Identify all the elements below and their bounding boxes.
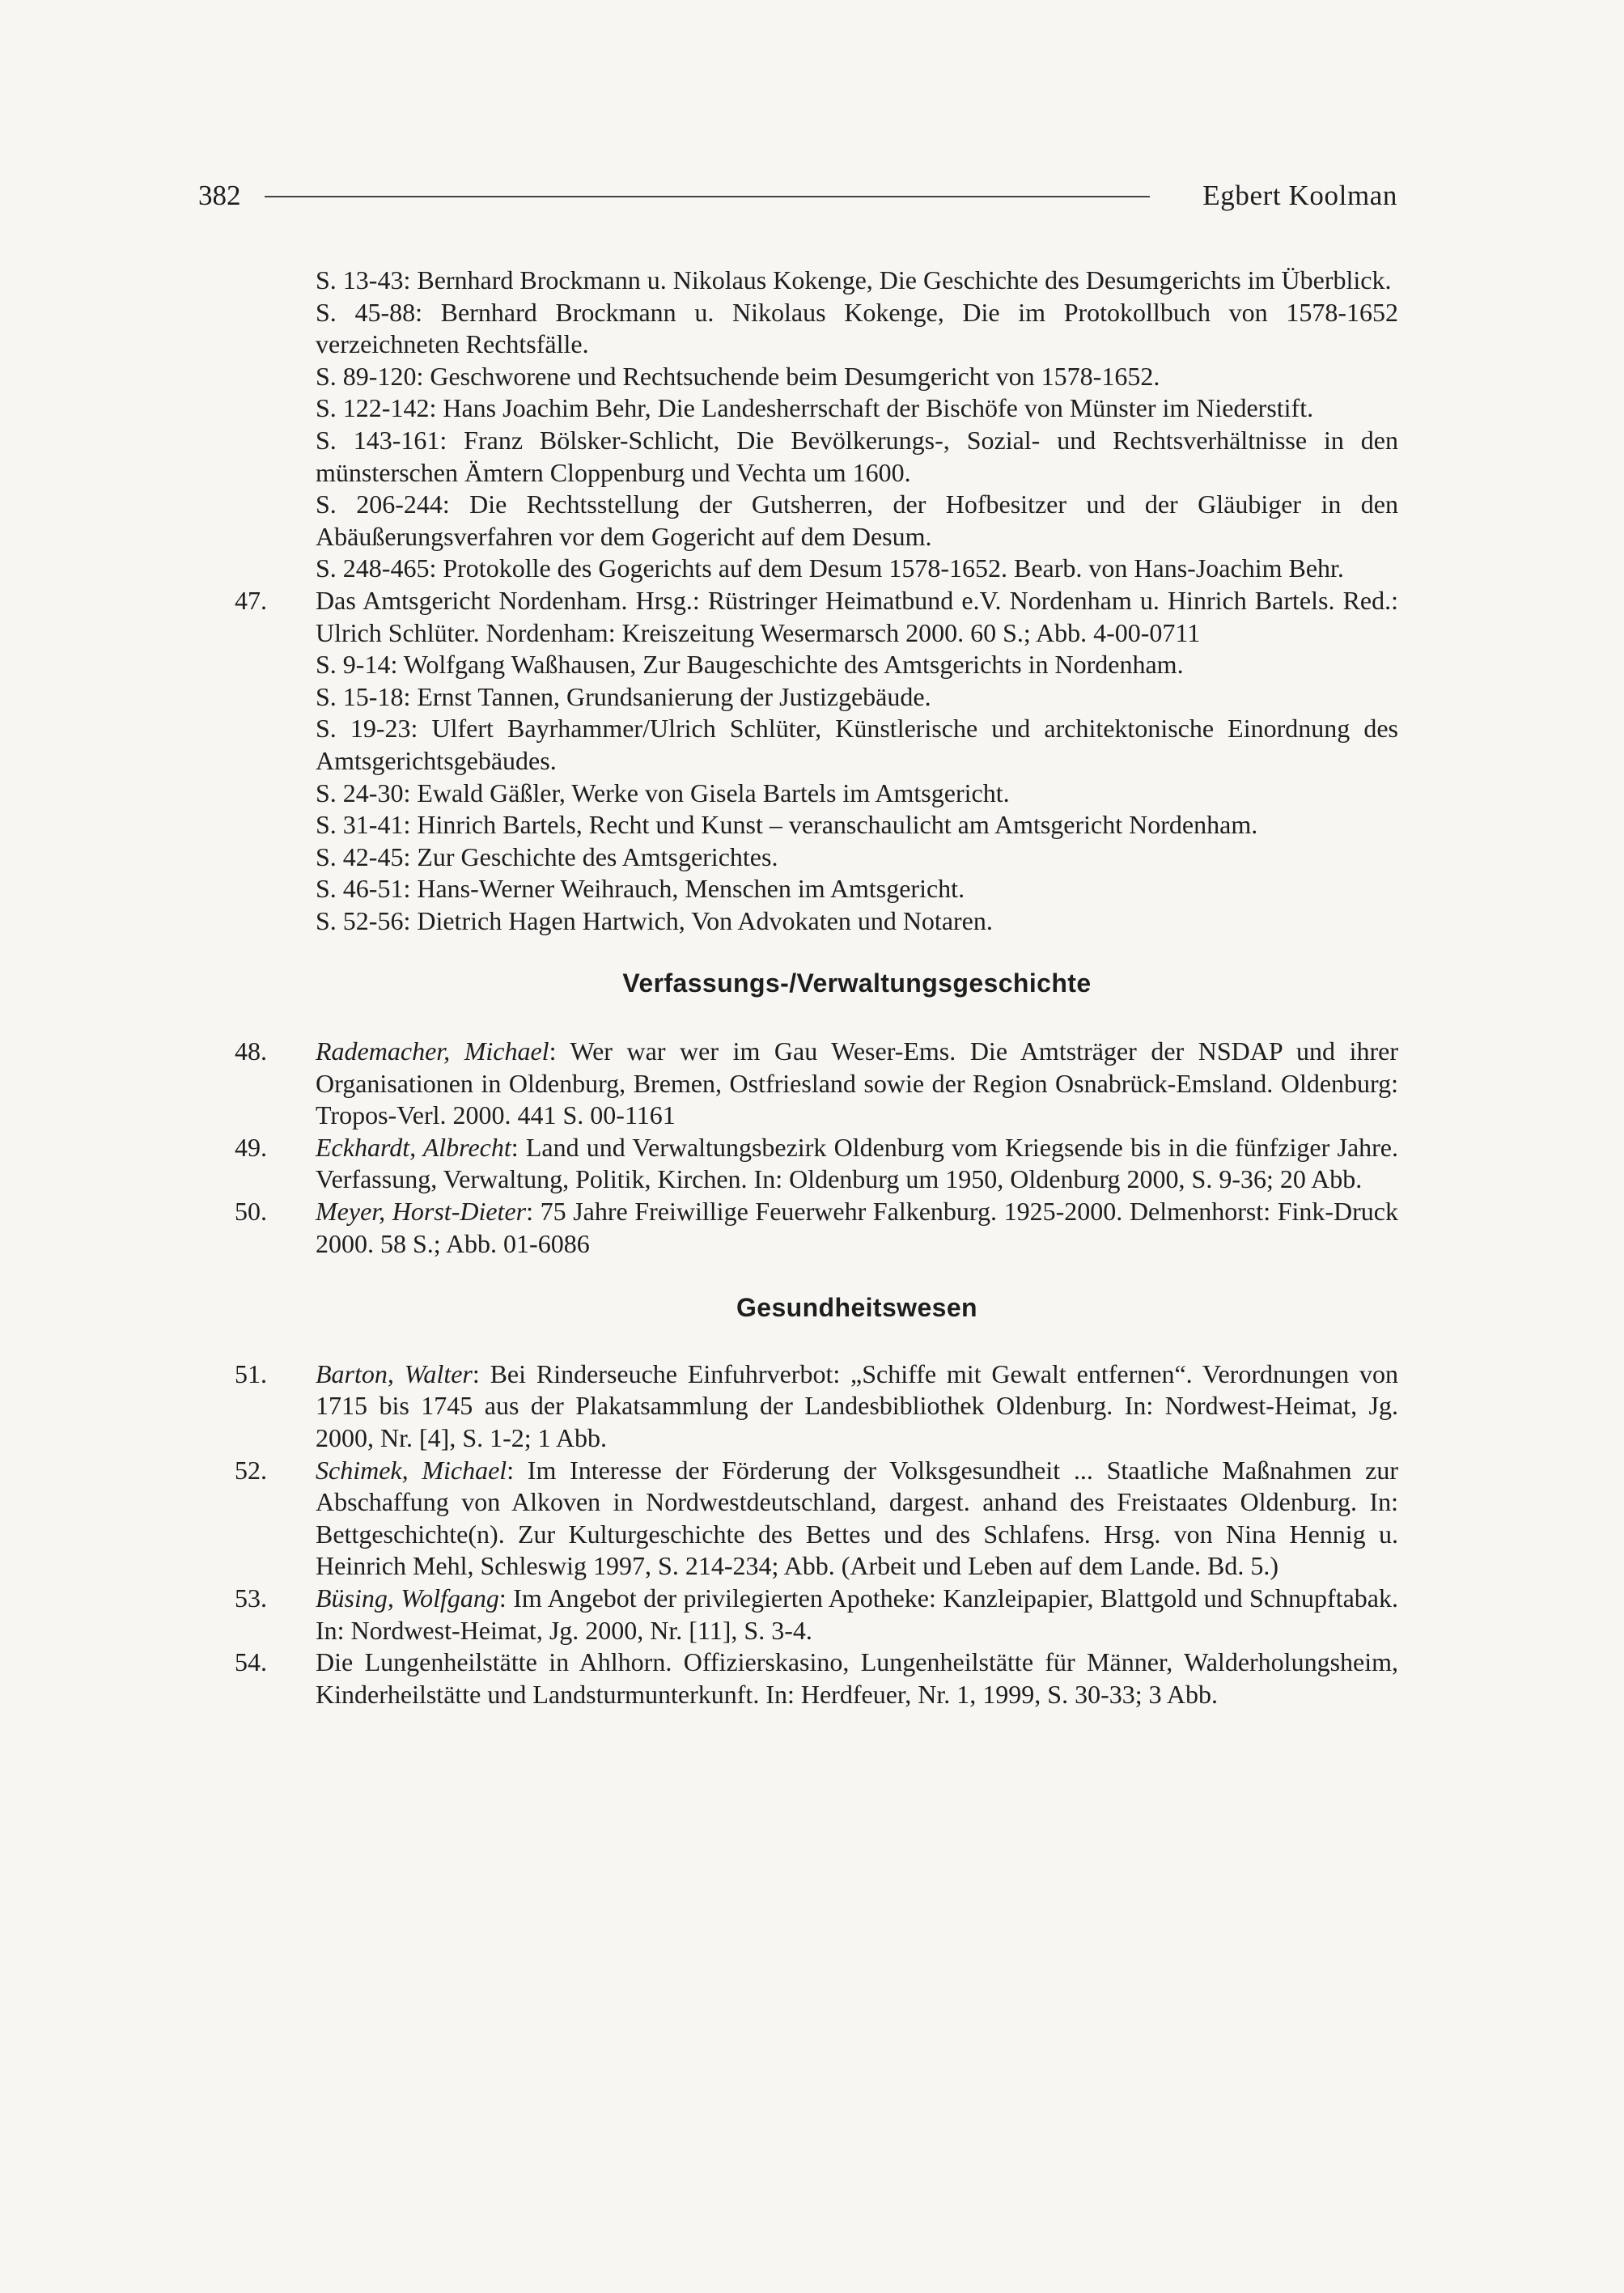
subentry: S. 24-30: Ewald Gäßler, Werke von Gisela Bartels im Amtsgericht. bbox=[316, 778, 1010, 807]
entry-title: : Wer war wer im Gau Weser-Ems. Die Amtsträger der NSDAP und ihrer Organisationen in Oldenburg, Bremen, Ostfriesland sowie der Region Osnabrück-Emsland. Oldenburg: Tropos-Verl. 2000. 441 S. 00-1161 bbox=[316, 1036, 1399, 1130]
bibliography-entry-52 bbox=[235, 1455, 1398, 1583]
bibliography-entry-50 bbox=[235, 1196, 1398, 1260]
subentry: S. 143-161: Franz Bölsker-Schlicht, Die Bevölkerungs-, Sozial- und Rechtsverhältnisse in den münsterschen Ämtern Cloppenburg und Vechta um 1600. bbox=[316, 425, 1398, 487]
subentry: S. 15-18: Ernst Tannen, Grundsanierung der Justizgebäude. bbox=[316, 681, 931, 711]
entry-title: : 75 Jahre Freiwillige Feuerwehr Falkenburg. 1925-2000. Delmenhorst: Fink-Druck 2000. 58 S.; Abb. 01-6086 bbox=[316, 1197, 1399, 1258]
entry-number: 47. bbox=[235, 585, 267, 615]
entry-text bbox=[316, 1358, 1398, 1455]
running-header-author: Egbert Koolman bbox=[1202, 180, 1397, 211]
bibliography-entry-53 bbox=[235, 1583, 1398, 1647]
subentry: S. 46-51: Hans-Werner Weihrauch, Menschen im Amtsgericht. bbox=[316, 874, 965, 904]
entry-text bbox=[316, 1583, 1398, 1647]
bibliography-content bbox=[235, 265, 1398, 1710]
subentry: S. 31-41: Hinrich Bartels, Recht und Kunst – veranschaulicht am Amtsgericht Nordenham. bbox=[316, 810, 1258, 840]
subentry: S. 19-23: Ulfert Bayrhammer/Ulrich Schlüter, Künstlerische und architektonische Einordnung des Amtsgerichtsgebäudes. bbox=[316, 714, 1398, 775]
entry-title: Die Lungenheilstätte in Ahlhorn. Offizierskasino, Lungenheilstätte für Männer, Walderholungsheim, Kinderheilstätte und Landsturmunterkunft. In: Herdfeuer, Nr. 1, 1999, S. 30-33; 3 Abb. bbox=[316, 1647, 1398, 1709]
bibliography-entry-49 bbox=[235, 1132, 1398, 1196]
running-header bbox=[198, 173, 1397, 218]
bibliography-entry-51 bbox=[235, 1358, 1398, 1455]
entry-text bbox=[316, 1132, 1398, 1196]
entry-number: 54. bbox=[235, 1647, 267, 1677]
bibliography-entry-47 bbox=[235, 585, 1398, 649]
entry-text bbox=[316, 1196, 1398, 1260]
subentry: S. 52-56: Dietrich Hagen Hartwich, Von Advokaten und Notaren. bbox=[316, 905, 993, 935]
section-heading: Verfassungs-/Verwaltungsgeschichte bbox=[622, 968, 1092, 998]
page-number: 382 bbox=[198, 180, 241, 211]
section-heading: Gesundheitswesen bbox=[736, 1293, 978, 1323]
bibliography-entry-48 bbox=[235, 1036, 1398, 1132]
entry-number: 49. bbox=[235, 1132, 267, 1162]
subentry: S. 13-43: Bernhard Brockmann u. Nikolaus Kokenge, Die Geschichte des Desumgerichts im Überblick. bbox=[316, 265, 1392, 295]
entry-number: 50. bbox=[235, 1197, 267, 1227]
entry-text: Das Amtsgericht Nordenham. Hrsg.: Rüstringer Heimatbund e.V. Nordenham u. Hinrich Bartels. Red.: Ulrich Schlüter. Nordenham: Kreiszeitung Wesermarsch 2000. 60 S.; Abb. 4-00-0711 bbox=[316, 585, 1398, 647]
entry-title: : Land und Verwaltungsbezirk Oldenburg vom Kriegsende bis in die fünfziger Jahre. Verfassung, Verwaltung, Politik, Kirchen. In: Oldenburg um 1950, Oldenburg 2000, S. 9-36; 20 Abb. bbox=[316, 1132, 1399, 1194]
entry-author: Barton, Walter bbox=[316, 1358, 473, 1388]
subentry: S. 45-88: Bernhard Brockmann u. Nikolaus Kokenge, Die im Protokollbuch von 1578-1652 verzeichneten Rechtsfälle. bbox=[316, 297, 1398, 359]
entry-number: 48. bbox=[235, 1036, 267, 1066]
entry-text bbox=[316, 1455, 1398, 1583]
entry-number: 53. bbox=[235, 1583, 267, 1613]
entry-text bbox=[316, 1647, 1398, 1710]
entry-text bbox=[316, 1036, 1398, 1132]
subentry: S. 42-45: Zur Geschichte des Amtsgerichtes. bbox=[316, 841, 778, 871]
entry-author: Meyer, Horst-Dieter bbox=[316, 1197, 527, 1227]
entry-author: Schimek, Michael bbox=[316, 1455, 507, 1485]
entry-number: 51. bbox=[235, 1358, 267, 1388]
subentry: S. 248-465: Protokolle des Gogerichts auf dem Desum 1578-1652. Bearb. von Hans-Joachim Behr. bbox=[316, 553, 1344, 583]
entry-title: : Im Angebot der privilegierten Apotheke: Kanzleipapier, Blattgold und Schnupftabak. In: Nordwest-Heimat, Jg. 2000, Nr. [11], S. 3-4. bbox=[316, 1583, 1399, 1645]
subentry: S. 122-142: Hans Joachim Behr, Die Landesherrschaft der Bischöfe von Münster im Niederstift. bbox=[316, 393, 1314, 423]
bibliography-entry-54 bbox=[235, 1647, 1398, 1710]
entry-title: : Bei Rinderseuche Einfuhrverbot: „Schiffe mit Gewalt entfernen“. Verordnungen von 1715 bis 1745 aus der Plakatsammlung der Landesbibliothek Oldenburg. In: Nordwest-Heimat, Jg. 2000, Nr. [4], S. 1-2; 1 Abb. bbox=[316, 1358, 1399, 1452]
subentry: S. 206-244: Die Rechtsstellung der Gutsherren, der Hofbesitzer und der Gläubiger in den Abäußerungsverfahren vor dem Gogericht auf dem Desum. bbox=[316, 490, 1398, 551]
entry-number: 52. bbox=[235, 1455, 267, 1485]
subentry: S. 89-120: Geschworene und Rechtsuchende beim Desumgericht von 1578-1652. bbox=[316, 361, 1160, 391]
entry-title: : Im Interesse der Förderung der Volksgesundheit ... Staatliche Maßnahmen zur Abschaffung von Alkoven in Nordwestdeutschland, dargest. anhand des Freistaates Oldenburg. In: Bettgeschichte(n). Zur Kulturgeschichte des Bettes und des Schlafens. Hrsg. von Nina Hennig u. Heinrich Mehl, Schleswig 1997, S. 214-234; Abb. (Arbeit und Leben auf dem Lande. Bd. 5.) bbox=[316, 1455, 1399, 1581]
subentry: S. 9-14: Wolfgang Waßhausen, Zur Baugeschichte des Amtsgerichts in Nordenham. bbox=[316, 650, 1184, 680]
entry-author: Eckhardt, Albrecht bbox=[316, 1132, 511, 1162]
header-rule bbox=[265, 196, 1150, 197]
entry-author: Büsing, Wolfgang bbox=[316, 1583, 499, 1613]
entry-author: Rademacher, Michael bbox=[316, 1036, 549, 1066]
